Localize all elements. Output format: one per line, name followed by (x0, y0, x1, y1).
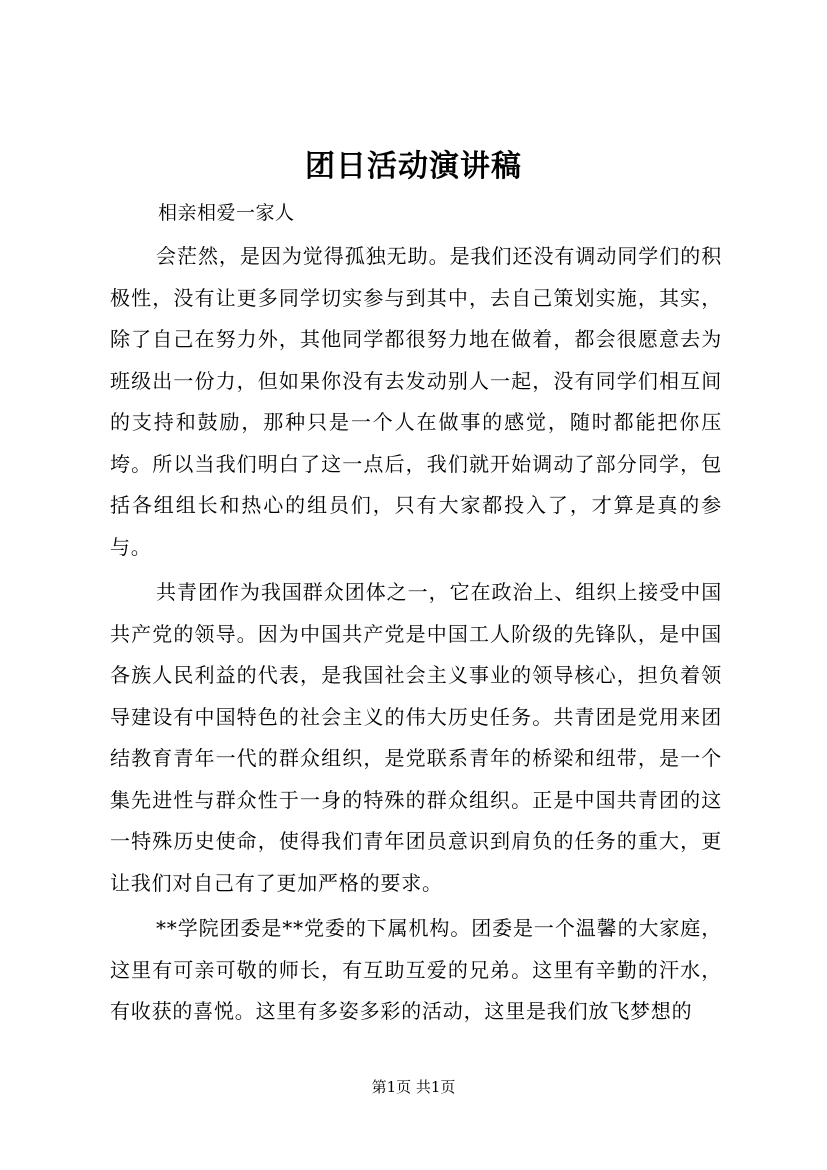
document-subtitle: 相亲相爱一家人 (158, 202, 295, 224)
document-body (110, 236, 722, 1033)
paragraph-3: **学院团委是**党委的下属机构。团委是一个温馨的大家庭，这里有可亲可敬的师长，有互助互爱的兄弟。这里有辛勤的汗水，有收获的喜悦。这里有多姿多彩的活动，这里是我们放飞梦想的 (110, 916, 722, 1023)
paragraph-1: 会茫然，是因为觉得孤独无助。是我们还没有调动同学们的积极性，没有让更多同学切实参与到其中，去自己策划实施，其实，除了自己在努力外，其他同学都很努力地在做着，都会很愿意去为班级出一份力，但如果你没有去发动别人一起，没有同学们相互间的支持和鼓励，那种只是一个人在做事的感觉，随时都能把你压垮。所以当我们明白了这一点后，我们就开始调动了部分同学，包括各组组长和热心的组员们，只有大家都投入了，才算是真的参与。 (110, 244, 722, 559)
paragraph-2: 共青团作为我国群众团体之一，它在政治上、组织上接受中国共产党的领导。因为中国共产党是中国工人阶级的先锋队，是中国各族人民利益的代表，是我国社会主义事业的领导核心，担负着领导建设有中国特色的社会主义的伟大历史任务。共青团是党用来团结教育青年一代的群众组织，是党联系青年的桥梁和纽带，是一个集先进性与群众性于一身的特殊的群众组织。正是中国共青团的这一特殊历史使命，使得我们青年团员意识到肩负的任务的重大，更让我们对自己有了更加严格的要求。 (110, 580, 722, 895)
document-title: 团日活动演讲稿 (305, 149, 522, 184)
page-footer: 第1页 共1页 (371, 1078, 456, 1096)
